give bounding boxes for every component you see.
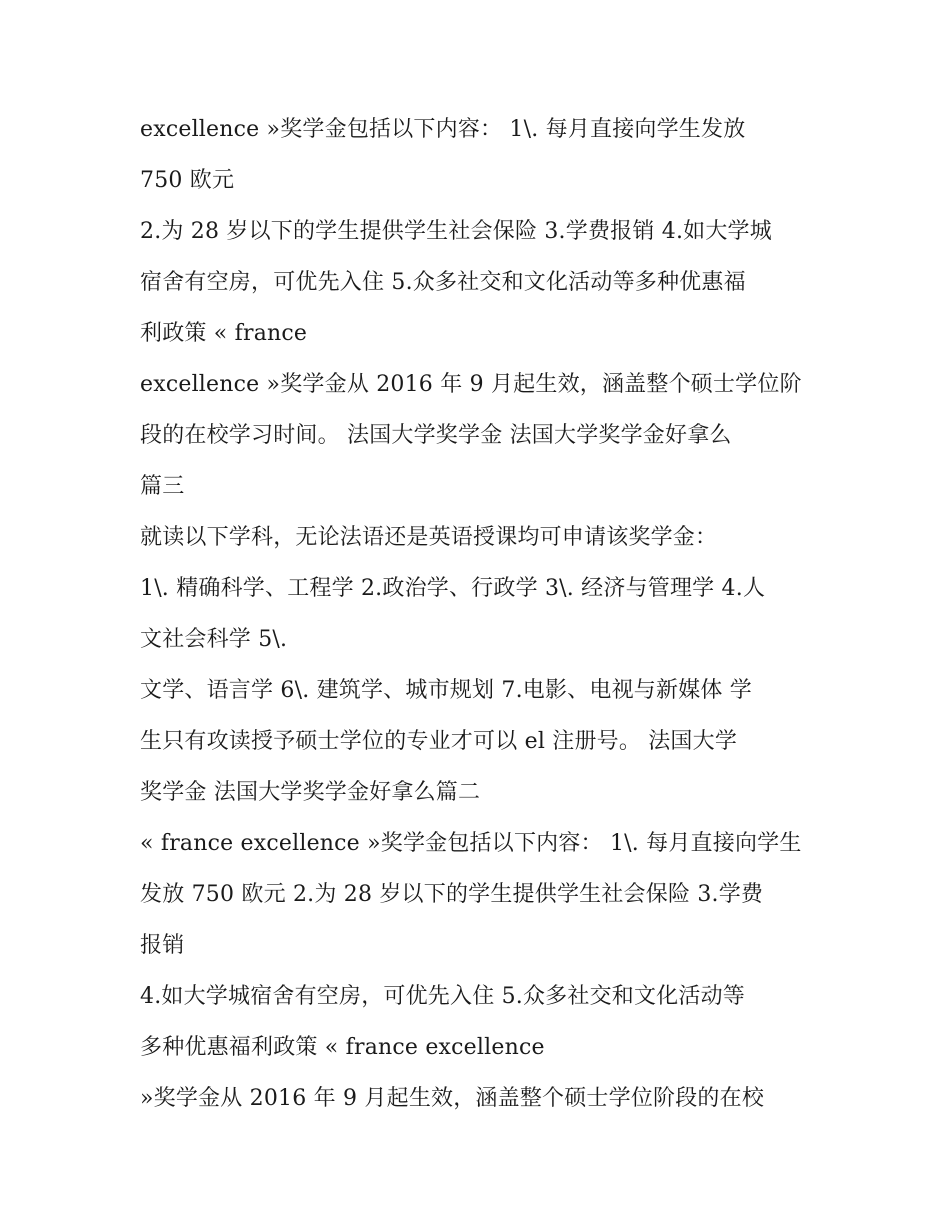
text-line: 篇三	[140, 474, 185, 499]
text-line: 宿舍有空房，可优先入住 5.众多社交和文化活动等多种优惠福	[140, 270, 746, 295]
text-line: 750 欧元	[140, 168, 235, 193]
text-line: 文学、语言学 6\. 建筑学、城市规划 7.电影、电视与新媒体 学	[140, 678, 752, 703]
text-line: 利政策 « france	[140, 321, 308, 346]
text-line: 文社会科学 5\.	[140, 627, 288, 652]
text-line: 发放 750 欧元 2.为 28 岁以下的学生提供学生社会保险 3.学费	[140, 882, 764, 907]
text-line: 生只有攻读授予硕士学位的专业才可以 el 注册号。 法国大学	[140, 729, 738, 754]
text-line: »奖学金从 2016 年 9 月起生效，涵盖整个硕士学位阶段的在校	[140, 1086, 765, 1111]
text-line: 奖学金 法国大学奖学金好拿么篇二	[140, 780, 481, 805]
text-line: 多种优惠福利政策 « france excellence	[140, 1035, 545, 1060]
text-line: 1\. 精确科学、工程学 2.政治学、行政学 3\. 经济与管理学 4.人	[140, 576, 766, 601]
text-line: excellence »奖学金从 2016 年 9 月起生效，涵盖整个硕士学位阶	[140, 372, 802, 397]
document-body	[140, 104, 820, 1124]
text-line: 4.如大学城宿舍有空房，可优先入住 5.众多社交和文化活动等	[140, 984, 745, 1009]
text-line: « france excellence »奖学金包括以下内容： 1\. 每月直接向学生	[140, 831, 802, 856]
text-line: 就读以下学科，无论法语还是英语授课均可申请该奖学金：	[140, 525, 718, 550]
text-line: 2.为 28 岁以下的学生提供学生社会保险 3.学费报销 4.如大学城	[140, 219, 772, 244]
text-line: excellence »奖学金包括以下内容： 1\. 每月直接向学生发放	[140, 117, 746, 142]
text-line: 报销	[140, 933, 185, 958]
text-line: 段的在校学习时间。 法国大学奖学金 法国大学奖学金好拿么	[140, 423, 732, 448]
